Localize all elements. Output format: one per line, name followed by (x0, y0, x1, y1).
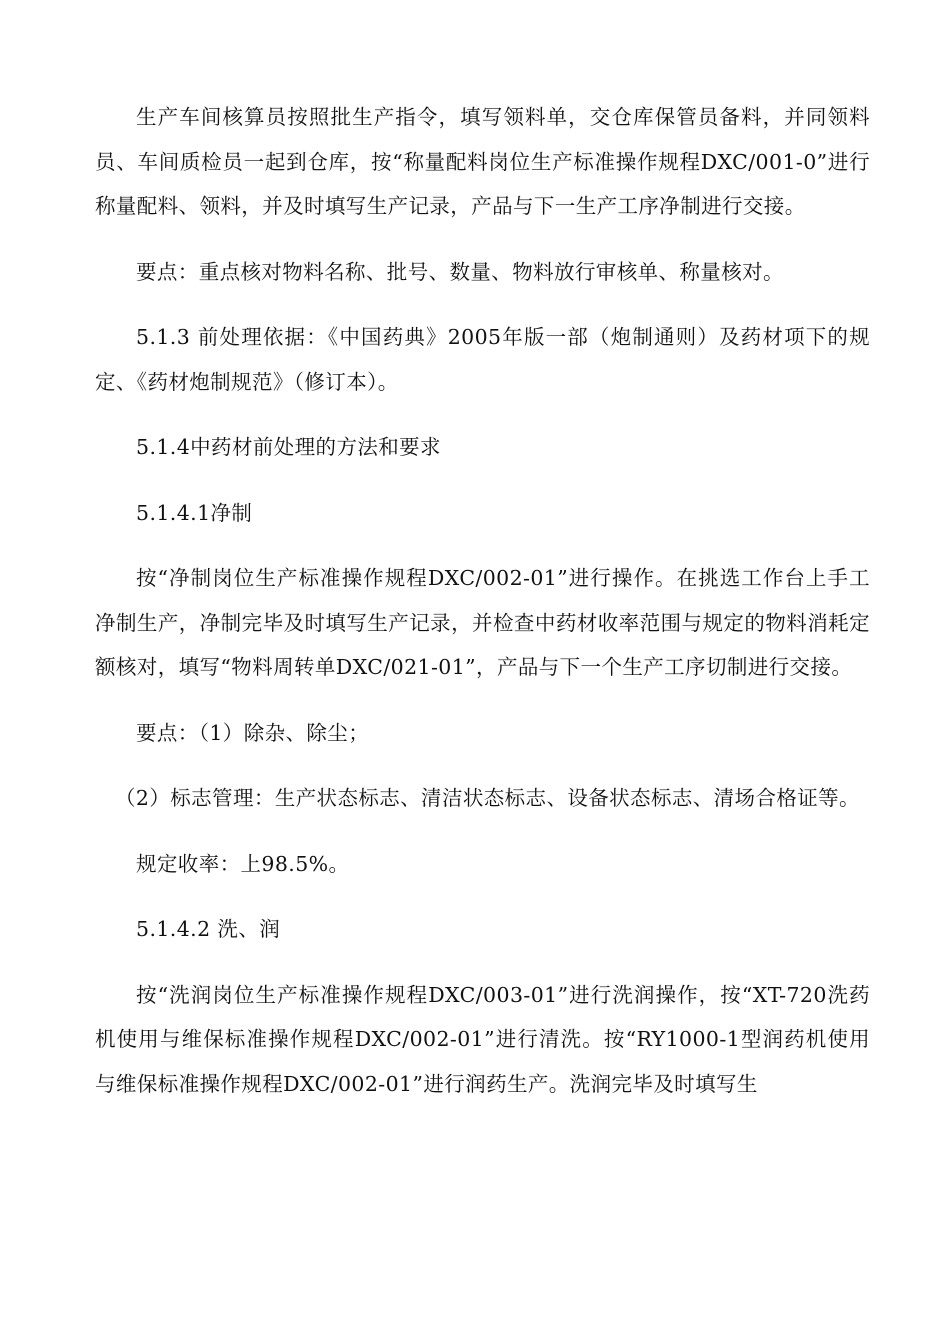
paragraph-weighing-key-points: 要点：重点核对物料名称、批号、数量、物料放行审核单、称量核对。 (136, 259, 784, 284)
paragraph-cleaning-procedure: 按“净制岗位生产标准操作规程DXC/002-01”进行操作。在挑选工作台上手工净制生产，净制完毕及时填写生产记录，并检查中药材收率范围与规定的物料消耗定额核对，填写“物料周转单DXC/021-01”，产品与下一个生产工序切制进行交接。 (95, 566, 870, 679)
paragraph-washing-procedure: 按“洗润岗位生产标准操作规程DXC/003-01”进行洗润操作，按“XT-720洗药机使用与维保标准操作规程DXC/002-01”进行清洗。按“RY1000-1型润药机使用与维保标准操作规程DXC/002-01”进行润药生产。洗润完毕及时填写生 (95, 982, 870, 1096)
section-heading-cleaning: 5.1.4.1净制 (136, 500, 253, 525)
paragraph-weighing-procedure: 生产车间核算员按照批生产指令，填写领料单，交仓库保管员备料，并同领料员、车间质检员一起到仓库，按“称量配料岗位生产标准操作规程DXC/001-0”进行称量配料、领料，并及时填写生产记录，产品与下一生产工序净制进行交接。 (95, 105, 870, 218)
section-heading-washing-moistening: 5.1.4.2 洗、润 (136, 917, 281, 941)
paragraph-required-yield: 规定收率：上98.5%。 (136, 851, 350, 876)
paragraph-pretreatment-basis: 5.1.3 前处理依据：《中国药典》2005年版一部（炮制通则）及药材项下的规定、《药材炮制规范》（修订本）。 (95, 325, 870, 394)
paragraph-cleaning-key-point-1: 要点：（1）除杂、除尘； (136, 720, 370, 745)
document-body (95, 95, 870, 1127)
section-heading-pretreatment-methods: 5.1.4中药材前处理的方法和要求 (136, 435, 441, 459)
paragraph-cleaning-key-point-2: （2）标志管理：生产状态标志、清洁状态标志、设备状态标志、清场合格证等。 (115, 786, 860, 810)
